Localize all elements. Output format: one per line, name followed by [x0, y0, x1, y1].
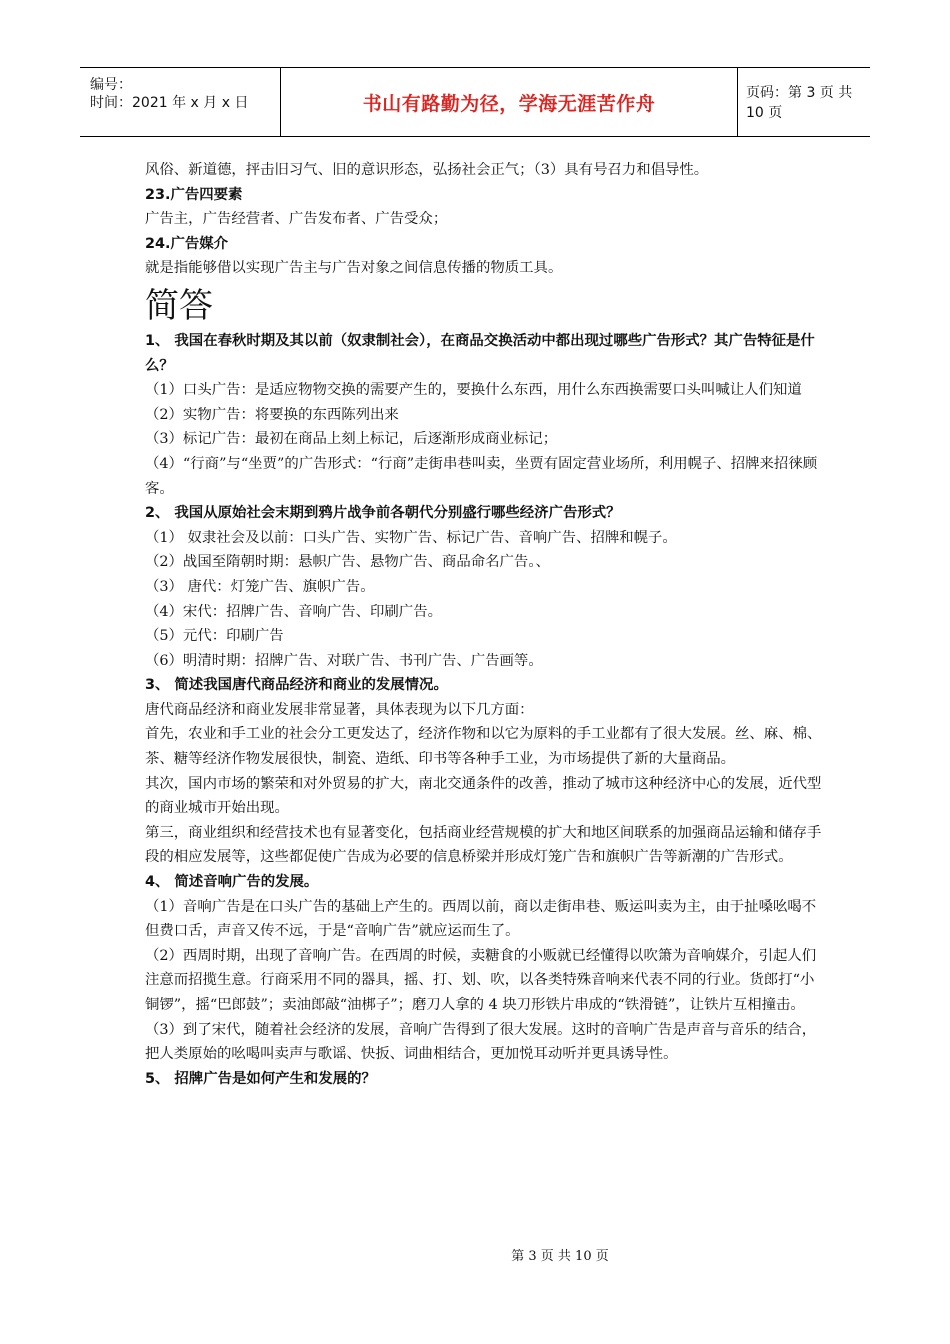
- answer-3-para-3: 其次，国内市场的繁荣和对外贸易的扩大，南北交通条件的改善，推动了城市这种经济中心的发展，近代型的商业城市开始出现。: [145, 775, 822, 817]
- document-body: [145, 158, 825, 1091]
- paragraph-continued: 风俗、新道德，抨击旧习气、旧的意识形态，弘扬社会正气；（3）具有号召力和倡导性。: [145, 162, 709, 178]
- answer-4-para-1: （1）音响广告是在口头广告的基础上产生的。西周以前，商以走街串巷、贩运叫卖为主，由于扯嗓吆喝不但费口舌，声音又传不远，于是“音响广告”就应运而生了。: [145, 898, 817, 940]
- paragraph-24: 就是指能够借以实现广告主与广告对象之间信息传播的物质工具。: [145, 260, 563, 277]
- answer-4-para-3: （3）到了宋代，随着社会经济的发展，音响广告得到了很大发展。这时的音响广告是声音与音乐的结合，把人类原始的吆喝叫卖声与歌谣、快扳、词曲相结合，更加悦耳动听并更具诱导性。: [145, 1021, 817, 1063]
- heading-24: 24.广告媒介: [145, 235, 229, 252]
- answer-1-item-1: （1）口头广告：是适应物物交换的需要产生的，要换什么东西，用什么东西换需要口头叫喊让人们知道: [145, 382, 802, 399]
- question-5: 5、 招牌广告是如何产生和发展的？: [145, 1070, 376, 1087]
- answer-3-para-4: 第三，商业组织和经营技术也有显著变化，包括商业经营规模的扩大和地区间联系的加强商品运输和储存手段的相应发展等，这些都促使广告成为必要的信息桥梁并形成灯笼广告和旗帜广告等新潮的广告形式。: [145, 824, 822, 866]
- document-number-label: 编号：: [90, 77, 132, 93]
- question-3: 3、 简述我国唐代商品经济和商业的发展情况。: [145, 677, 448, 694]
- answer-4-para-2: （2）西周时期，出现了音响广告。在西周的时候，卖糖食的小贩就已经懂得以吹箫为音响媒介，引起人们注意而招揽生意。行商采用不同的器具，摇、打、划、吹，以各类特殊音响来代表不同的行业。货郎打“小铜锣”，摇“巴郎鼓”；卖油郎敲“油梆子”；磨刀人拿的 4 块刀形铁片串成的“铁滑链”，让铁片互相撞击。: [145, 947, 817, 1013]
- document-date-label: 时间：2021 年 x 月 x 日: [90, 95, 249, 111]
- question-2: 2、 我国从原始社会末期到鸦片战争前各朝代分别盛行哪些经济广告形式？: [145, 505, 621, 522]
- answer-2-item-5: （5）元代：印刷广告: [145, 628, 284, 645]
- header-page-label: 页码：第 3 页 共 10 页: [746, 85, 853, 121]
- answer-2-item-4: （4）宋代：招牌广告、音响广告、印刷广告。: [145, 603, 442, 620]
- answer-3-para-1: 唐代商品经济和商业发展非常显著，具体表现为以下几方面：: [145, 701, 534, 718]
- header-motto: 书山有路勤为径，学海无涯苦作舟: [280, 68, 738, 136]
- answer-2-item-1: （1） 奴隶社会及以前：口头广告、实物广告、标记广告、音响广告、招牌和幌子。: [145, 529, 677, 546]
- answer-1-item-3: （3）标记广告：最初在商品上刻上标记，后逐渐形成商业标记；: [145, 431, 558, 448]
- page-header: [80, 67, 870, 137]
- section-title: 简答: [145, 285, 213, 326]
- answer-2-item-3: （3） 唐代：灯笼广告、旗帜广告。: [145, 578, 375, 595]
- question-4: 4、 简述音响广告的发展。: [145, 874, 319, 891]
- answer-2-item-6: （6）明清时期：招牌广告、对联广告、书刊广告、广告画等。: [145, 652, 543, 669]
- answer-1-item-2: （2）实物广告：将要换的东西陈列出来: [145, 406, 399, 423]
- header-meta: [80, 68, 280, 136]
- paragraph-23: 广告主，广告经营者、广告发布者、广告受众；: [145, 211, 448, 228]
- page-footer: 第 3 页 共 10 页: [511, 1249, 609, 1264]
- heading-23: 23.广告四要素: [145, 186, 243, 203]
- answer-2-item-2: （2）战国至隋朝时期：悬帜广告、悬物广告、商品命名广告。、: [145, 554, 550, 571]
- question-1: 1、 我国在春秋时期及其以前（奴隶制社会），在商品交换活动中都出现过哪些广告形式？其广告特征是什么？: [145, 332, 815, 374]
- answer-3-para-2: 首先，农业和手工业的社会分工更发达了，经济作物和以它为原料的手工业都有了很大发展。丝、麻、棉、茶、糖等经济作物发展很快，制瓷、造纸、印书等各种手工业，为市场提供了新的大量商品。: [145, 726, 822, 768]
- answer-1-item-4: （4）“行商”与“坐贾”的广告形式：“行商”走街串巷叫卖，坐贾有固定营业场所，利用幌子、招牌来招徕顾客。: [145, 455, 818, 497]
